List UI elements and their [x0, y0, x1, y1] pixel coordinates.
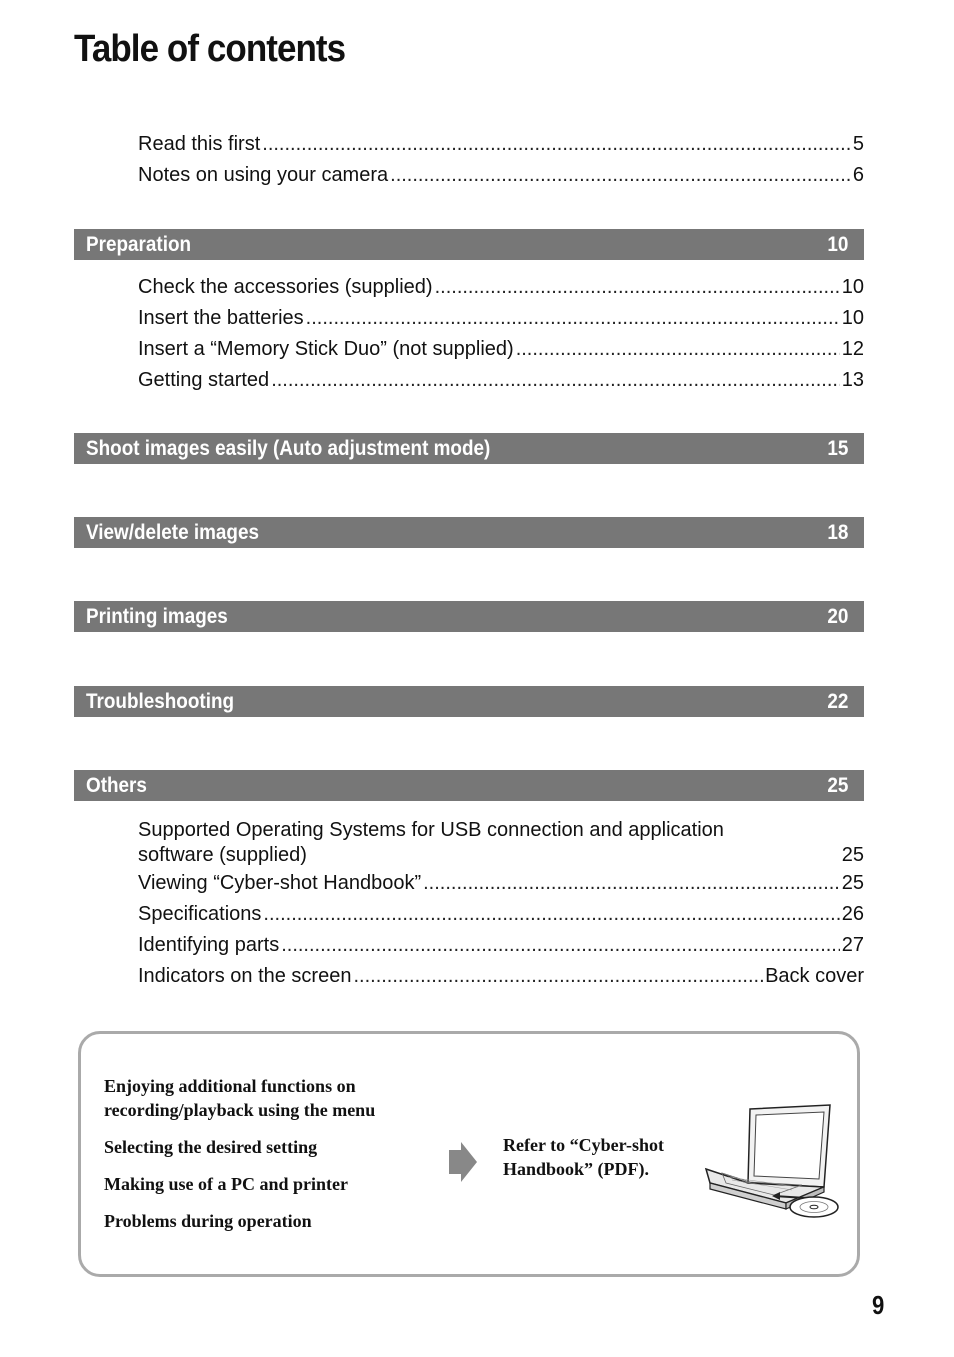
toc-entry-label: Viewing “Cyber-shot Handbook”	[138, 872, 422, 894]
toc-entry-page: 10	[841, 276, 864, 298]
toc-entry[interactable]	[138, 303, 864, 334]
right-arrow-icon	[447, 1140, 479, 1184]
toc-entry-page: 26	[841, 903, 864, 925]
toc-entry-label: Specifications	[138, 903, 262, 925]
toc-entry-page: 27	[841, 934, 864, 956]
section-page: 10	[826, 232, 848, 256]
section-header-troubleshooting[interactable]	[74, 686, 864, 717]
section-header-others[interactable]	[74, 770, 864, 801]
section-page: 20	[826, 604, 848, 628]
toc-entry-label-line1: Supported Operating Systems for USB connection and application	[138, 819, 724, 841]
section-page: 15	[826, 436, 848, 460]
section-title: Others	[86, 773, 147, 797]
toc-entry-wrapped[interactable]	[138, 818, 864, 868]
section-title: Troubleshooting	[86, 689, 235, 713]
section-page: 18	[826, 520, 848, 544]
toc-entry-page: 10	[841, 307, 864, 329]
dot-leader	[262, 129, 851, 160]
toc-entry-page: 5	[852, 133, 864, 155]
toc-entry-label: Check the accessories (supplied)	[138, 276, 433, 298]
page-number: 9	[872, 1290, 885, 1320]
toc-entry-page: 6	[852, 164, 864, 186]
section-header-preparation[interactable]	[74, 229, 864, 260]
reference-topic: Making use of a PC and printer	[104, 1174, 349, 1194]
toc-entry[interactable]	[138, 868, 864, 899]
toc-entry-label: Read this first	[138, 133, 261, 155]
section-header-printing[interactable]	[74, 601, 864, 632]
dot-leader	[423, 868, 840, 899]
toc-entry-page: 25	[841, 844, 864, 866]
section-title: Printing images	[86, 604, 228, 628]
reference-topic: Selecting the desired setting	[104, 1137, 318, 1157]
section-page: 22	[826, 689, 848, 713]
page-title: Table of contents	[74, 28, 346, 70]
section-title: View/delete images	[86, 520, 259, 544]
dot-leader	[271, 365, 840, 396]
toc-entry[interactable]	[138, 899, 864, 930]
toc-entry-label: Getting started	[138, 369, 270, 391]
toc-entry-label: Insert the batteries	[138, 307, 304, 329]
section-page: 25	[826, 773, 848, 797]
toc-entry[interactable]	[138, 334, 864, 365]
dot-leader	[306, 303, 840, 334]
dot-leader	[353, 961, 763, 992]
toc-entry[interactable]	[138, 365, 864, 396]
laptop-with-cd-icon	[702, 1103, 842, 1223]
section-header-shoot-images[interactable]	[74, 433, 864, 464]
toc-entry-label: Notes on using your camera	[138, 164, 389, 186]
toc-entry-label-line2: software (supplied)	[138, 844, 307, 866]
toc-entry[interactable]	[138, 160, 864, 191]
section-title: Shoot images easily (Auto adjustment mode)	[86, 436, 491, 460]
toc-entry-page: 12	[841, 338, 864, 360]
dot-leader	[516, 334, 840, 365]
intro-entries	[138, 129, 864, 191]
dot-leader	[263, 899, 839, 930]
toc-entry[interactable]	[138, 961, 864, 992]
toc-entry-label: Identifying parts	[138, 934, 280, 956]
toc-entry-page: 13	[841, 369, 864, 391]
reference-topics	[104, 1074, 444, 1233]
toc-entry-page: 25	[841, 872, 864, 894]
reference-topic: Enjoying additional functions on recording/playback using the menu	[104, 1076, 376, 1120]
toc-entry-page: Back cover	[765, 965, 864, 987]
toc-entry-line2	[138, 843, 864, 868]
preparation-entries	[138, 272, 864, 396]
toc-entry-label: Insert a “Memory Stick Duo” (not supplied)	[138, 338, 514, 360]
section-title: Preparation	[86, 232, 192, 256]
dot-leader	[390, 160, 851, 191]
dot-leader	[281, 930, 840, 961]
others-entries	[138, 818, 864, 992]
toc-entry[interactable]	[138, 272, 864, 303]
toc-entry[interactable]	[138, 930, 864, 961]
reference-topic: Problems during operation	[104, 1211, 312, 1231]
section-header-view-delete[interactable]	[74, 517, 864, 548]
reference-note: Refer to “Cyber-shot Handbook” (PDF).	[503, 1135, 664, 1179]
dot-leader	[435, 272, 840, 303]
toc-entry[interactable]	[138, 129, 864, 160]
toc-entry-label: Indicators on the screen	[138, 965, 352, 987]
